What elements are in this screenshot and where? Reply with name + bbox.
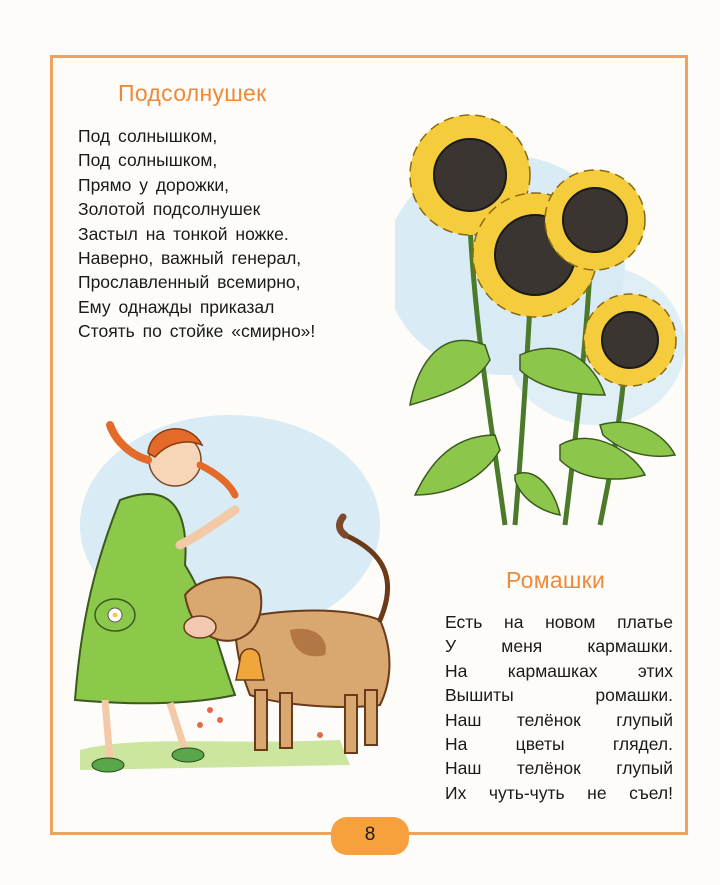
poem-line: Прославленный всемирно, bbox=[78, 272, 301, 293]
poem-sunflower-text bbox=[78, 124, 315, 344]
poem-line: Вышиты ромашки. bbox=[445, 685, 673, 706]
poem-title-daisies: Ромашки bbox=[506, 567, 606, 593]
girl-and-calf-illustration bbox=[60, 405, 420, 785]
poem-title-sunflower: Подсолнушек bbox=[118, 80, 267, 106]
poem-line: Наш телёнок глупый bbox=[445, 709, 673, 730]
poem-line: Застыл на тонкой ножке. bbox=[78, 223, 289, 244]
sunflowers-illustration bbox=[395, 95, 685, 535]
poem-line: На кармашках этих bbox=[445, 660, 673, 681]
poem-line: Ему однажды приказал bbox=[78, 296, 275, 317]
poem-line: Наверно, важный генерал, bbox=[78, 248, 302, 269]
poem-line: На цветы глядел. bbox=[445, 734, 673, 755]
poem-line: Наш телёнок глупый bbox=[445, 758, 673, 779]
poem-line: Под солнышком, bbox=[78, 150, 218, 171]
poem-line: Есть на новом платье bbox=[445, 612, 673, 632]
poem-line: Стоять по стойке «смирно»! bbox=[78, 321, 316, 342]
poem-line: Под солнышком, bbox=[78, 126, 218, 146]
poem-daisies-text bbox=[445, 610, 673, 805]
page-number-badge: 8 bbox=[331, 817, 409, 855]
poem-line: Золотой подсолнушек bbox=[78, 199, 261, 220]
poem-line: Прямо у дорожки, bbox=[78, 174, 230, 195]
poem-line: У меня кармашки. bbox=[445, 636, 673, 657]
poem-line: Их чуть-чуть не съел! bbox=[445, 782, 673, 803]
